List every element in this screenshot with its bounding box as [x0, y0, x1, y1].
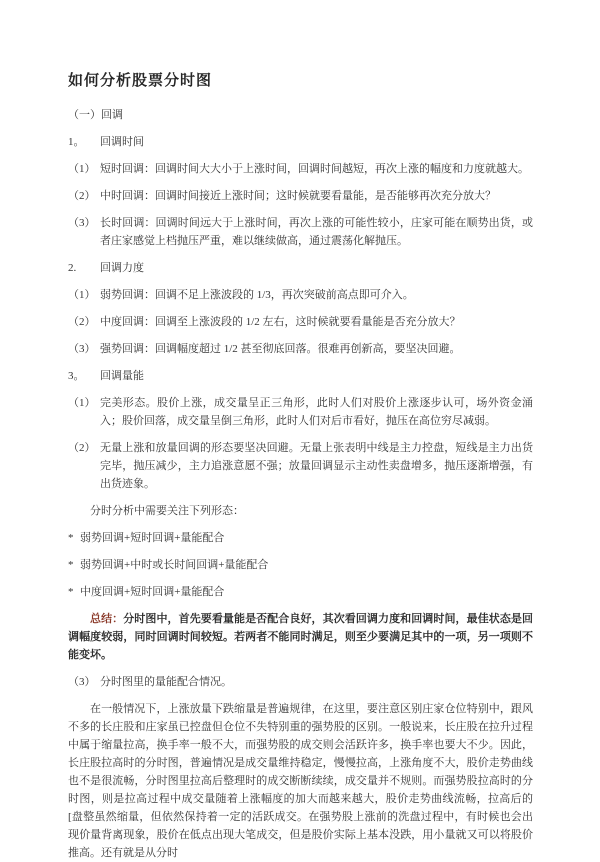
pattern-text: 中度回调+短时回调+量能配合: [80, 586, 225, 598]
list-item-time-1: [68, 160, 533, 178]
list-item-force-2: [68, 313, 533, 331]
pattern-text: 弱势回调+中时或长时间回调+量能配合: [80, 559, 269, 571]
list-item-force-3: [68, 340, 533, 358]
list-item-text: 短时回调：回调时间大大小于上涨时间，回调时间越短，再次上涨的幅度和力度就越大。: [100, 163, 529, 175]
list-marker: （1）: [68, 163, 96, 175]
pattern-item-2: [68, 556, 533, 574]
section-heading: （一）回调: [68, 109, 123, 121]
summary-paragraph: [68, 610, 533, 664]
numbered-heading-volume: [68, 367, 533, 385]
list-marker: （2）: [68, 316, 96, 328]
list-item-text: 强势回调：回调幅度超过 1/2 甚至彻底回落。很难再创新高，要坚决回避。: [100, 343, 461, 355]
list-item-time-2: [68, 187, 533, 205]
numbered-heading-force: [68, 259, 533, 277]
list-marker: （1）: [68, 397, 96, 409]
heading-text: 回调量能: [100, 370, 144, 382]
attention-line: 分时分析中需要关注下列形态：: [90, 505, 244, 517]
asterisk-bullet: *: [68, 532, 74, 544]
numbered-heading-time: [68, 133, 533, 151]
list-marker: （3）: [68, 676, 96, 688]
list-marker: （3）: [68, 217, 96, 229]
list-item-force-1: [68, 286, 533, 304]
list-item-text: 弱势回调：回调不足上涨波段的 1/3，再次突破前高点即可介入。: [100, 289, 414, 301]
list-item-text: 中时回调：回调时间接近上涨时间；这时候就要看量能，是否能够再次充分放大？: [100, 190, 496, 202]
closing-paragraph: 在一般情况下，上涨放量下跌缩量是普遍规律，在这里，要注意区别庄家仓位特别中，跟风不多的长庄股和庄家虽已控盘但仓位不失特别重的强势股的区别。一般说来，长庄股在拉升过程中属于缩量拉高，换手率一般不大，而强势股的成交则会活跃许多，换手率也要大不少。因此，长庄股拉高时的分时图，普遍情况是成交量维持稳定，慢慢拉高，上涨角度不大，股价走势曲线也不是很流畅，分时图里拉高后整理时的成交断断续续，成交量并不规则。而强势股拉高时的分时图，则是拉高过程中成交量随着上涨幅度的加大而越来越大，股价走势曲线流畅，拉高后的[盘整虽然缩量，但依然保持着一定的活跃成交。在强势股上涨前的洗盘过程中，有时候也会出现价量背离现象，股价在低点出现大笔成交，但是股价实际上基本没跌，用小量就又可以将股价推高。还有就是从分时: [68, 703, 533, 859]
list-item-text: 长时回调：回调时间远大于上涨时间，再次上涨的可能性较小，庄家可能在顺势出货，或者庄家感觉上档抛压严重，难以继续做高，通过震荡化解抛压。: [100, 217, 533, 247]
list-item-volume-1: [68, 394, 533, 430]
list-marker: 3。: [68, 370, 85, 382]
list-marker: （1）: [68, 289, 96, 301]
pattern-item-1: [68, 529, 533, 547]
pattern-text: 弱势回调+短时回调+量能配合: [80, 532, 225, 544]
list-marker: 2.: [68, 262, 77, 274]
list-item-text: 中度回调：回调至上涨波段的 1/2 左右，这时候就要看量能是否充分放大？: [100, 316, 461, 328]
list-item-volume-3: [68, 673, 533, 691]
summary-label: 总结：: [90, 613, 124, 625]
summary-text: 分时图中，首先要看量能是否配合良好，其次看回调力度和回调时间，最佳状态是回调幅度较弱，同时回调时间较短。若两者不能同时满足，则至少要满足其中的一项，另一项则不能变坏。: [68, 613, 534, 661]
list-marker: （3）: [68, 343, 96, 355]
list-item-time-3: [68, 214, 533, 250]
asterisk-bullet: *: [68, 586, 74, 598]
list-marker: 1。: [68, 136, 85, 148]
list-item-text: 完美形态。股价上涨，成交量呈正三角形，此时人们对股价上涨逐步认可，场外资金涌入；股价回落，成交量呈倒三角形，此时人们对后市看好，抛压在高位穷尽减弱。: [100, 397, 533, 427]
pattern-item-3: [68, 583, 533, 601]
list-marker: （2）: [68, 442, 96, 454]
document-title: 如何分析股票分时图: [68, 72, 213, 89]
list-item-volume-2: [68, 439, 533, 493]
heading-text: 回调时间: [100, 136, 144, 148]
list-item-text: 分时图里的量能配合情况。: [100, 676, 232, 688]
heading-text: 回调力度: [100, 262, 144, 274]
asterisk-bullet: *: [68, 559, 74, 571]
list-item-text: 无量上涨和放量回调的形态要坚决回避。无量上张表明中线是主力控盘，短线是主力出货完毕，抛压减少，主力追涨意愿不强；放量回调显示主动性卖盘增多，抛压逐渐增强，有出货迹象。: [100, 442, 533, 490]
list-marker: （2）: [68, 190, 96, 202]
